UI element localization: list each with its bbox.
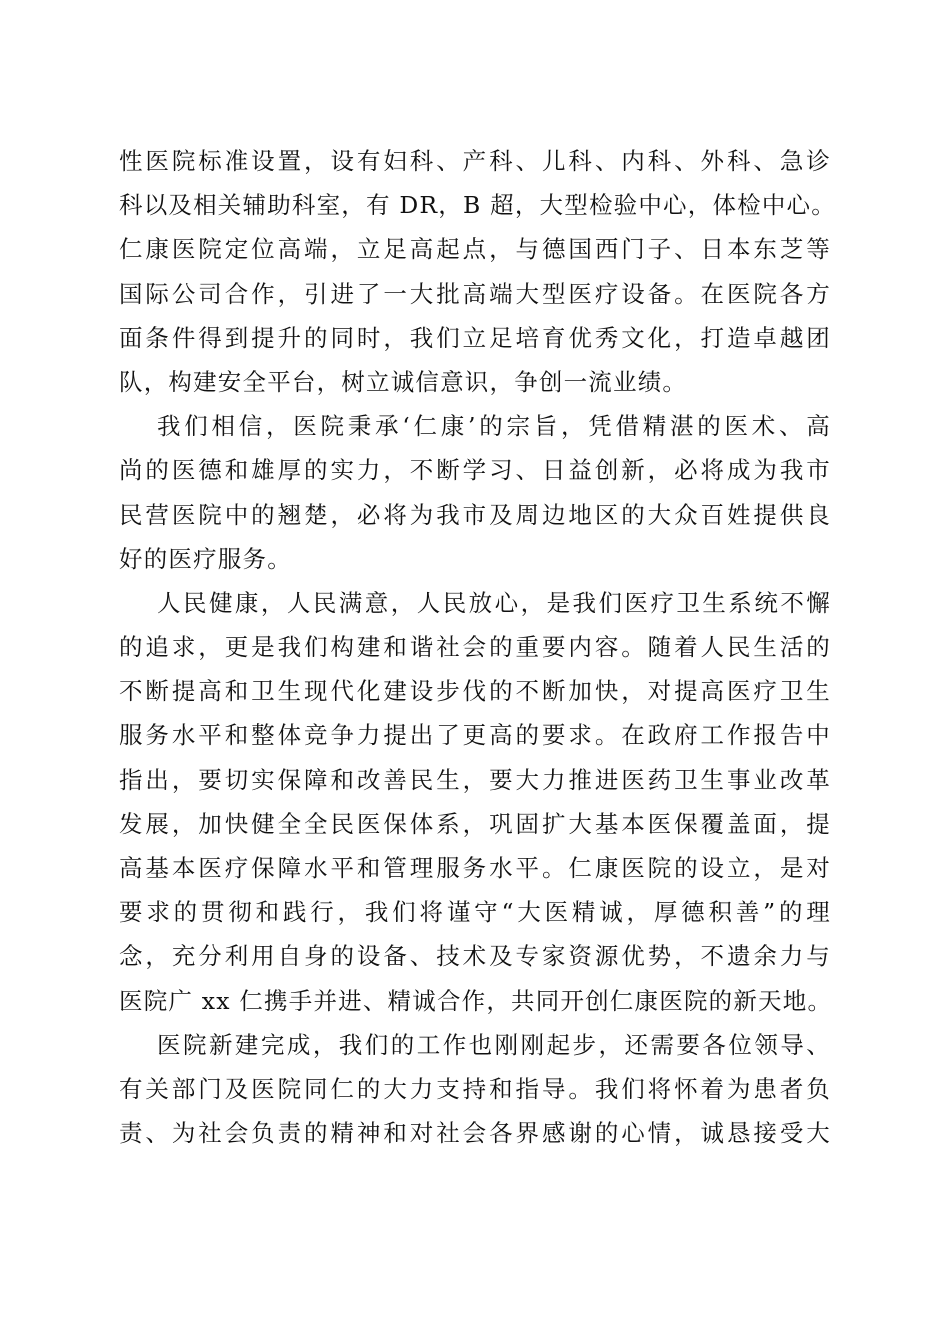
paragraph: [119, 139, 836, 404]
text-line: 好的医疗服务。: [119, 544, 292, 573]
text-line: 指出，要切实保障和改善民生，要大力推进医药卫生事业改革: [119, 765, 831, 794]
text-line: 责、为社会负责的精神和对社会各界感谢的心情，诚恳接受大: [119, 1119, 831, 1148]
text-line: 不断提高和卫生现代化建设步伐的不断加快，对提高医疗卫生: [119, 677, 831, 706]
text-line: 医院新建完成，我们的工作也刚刚起步，还需要各位领导、: [157, 1030, 831, 1059]
paragraph: [119, 1023, 831, 1156]
text-line: 民营医院中的翘楚，必将为我市及周边地区的大众百姓提供良: [119, 500, 831, 529]
text-line: 高基本医疗保障水平和管理服务水平。仁康医院的设立，是对: [119, 854, 831, 882]
text-line: 科以及相关辅助科室，有 DR，B 超，大型检验中心，体检中心。: [119, 191, 836, 220]
text-line: 尚的医德和雄厚的实力，不断学习、日益创新，必将成为我市: [119, 456, 831, 485]
text-line: 有关部门及医院同仁的大力支持和指导。我们将怀着为患者负: [119, 1074, 831, 1103]
document-body: [119, 139, 836, 1155]
text-line: 我们相信，医院秉承‘仁康’的宗旨，凭借精湛的医术、高: [157, 412, 831, 441]
text-line: 医院广 xx 仁携手并进、精诚合作，共同开创仁康医院的新天地。: [119, 986, 833, 1015]
paragraph: [119, 581, 831, 1023]
text-line: 性医院标准设置，设有妇科、产科、儿科、内科、外科、急诊: [119, 147, 831, 175]
text-line: 发展，加快健全全民医保体系，巩固扩大基本医保覆盖面，提: [119, 809, 831, 838]
text-line: 国际公司合作，引进了一大批高端大型医疗设备。在医院各方: [119, 279, 831, 308]
text-line: 服务水平和整体竞争力提出了更高的要求。在政府工作报告中: [119, 721, 831, 750]
text-line: 面条件得到提升的同时，我们立足培育优秀文化，打造卓越团: [119, 323, 831, 352]
paragraph: [119, 404, 831, 581]
text-line: 的追求，更是我们构建和谐社会的重要内容。随着人民生活的: [119, 633, 831, 662]
text-line: 人民健康，人民满意，人民放心，是我们医疗卫生系统不懈: [157, 588, 831, 617]
text-line: 念，充分利用自身的设备、技术及专家资源优势，不遗余力与: [119, 942, 831, 971]
text-line: 要求的贯彻和践行，我们将谨守“大医精诚，厚德积善”的理: [119, 898, 831, 927]
text-line: 仁康医院定位高端，立足高起点，与德国西门子、日本东芝等: [119, 235, 831, 264]
text-line: 队，构建安全平台，树立诚信意识，争创一流业绩。: [119, 367, 688, 396]
